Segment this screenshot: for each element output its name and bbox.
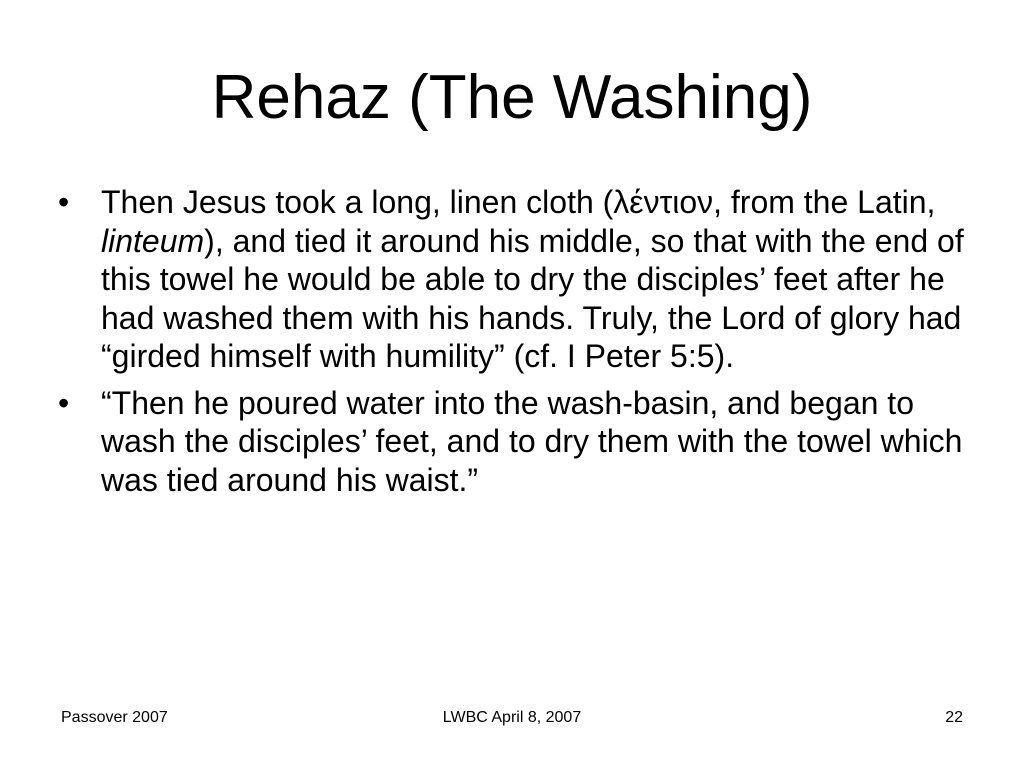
bullet-item-1 [58,183,968,376]
bullet-1-italic-term: linteum [101,222,205,259]
bullet-list [58,183,968,507]
bullet-1-text-end: ), and tied it around his middle, so that with the end of this towel he would be able to dry the disciples’ feet after he had washed them with his hands. Truly, the Lord of glory had “girded himself with humility” (cf. I Peter 5:5). [101,222,964,374]
slide-number: 22 [945,709,963,726]
slide-title: Rehaz (The Washing) [211,63,813,132]
bullet-item-2 [58,384,968,500]
bullet-marker: • [58,384,70,421]
footer-center-text: LWBC April 8, 2007 [442,709,582,726]
footer-left-text: Passover 2007 [61,709,168,726]
bullet-1-text-start: Then Jesus took a long, linen cloth (λέντιον, from the Latin, [101,184,936,220]
bullet-marker: • [58,184,70,220]
bullet-2-text: “Then he poured water into the wash-basin, and began to wash the disciples’ feet, and to dry them with the towel which was tied around his waist.” [101,384,963,498]
